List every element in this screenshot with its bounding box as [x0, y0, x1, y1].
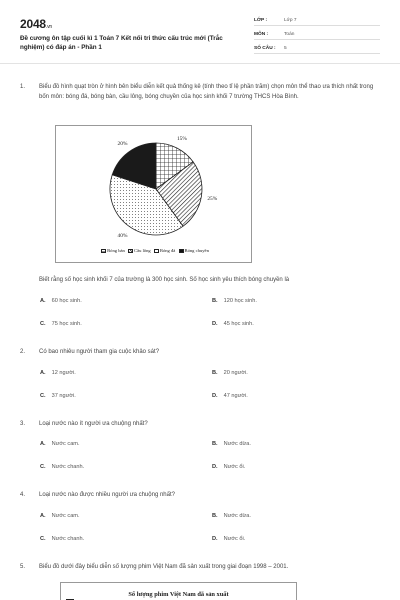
option-d[interactable] [212, 393, 248, 399]
bar-chart-title: Số lượng phim Việt Nam đã sản xuất [128, 591, 229, 598]
legend-swatch-grid [101, 249, 106, 253]
pie-chart-svg [56, 126, 253, 264]
option-text: Nước chanh. [51, 464, 85, 470]
legend-label: Bóng đá [159, 248, 176, 253]
option-text: Nước cam. [51, 441, 80, 447]
legend-item [101, 248, 125, 253]
option-label: A. [40, 513, 46, 519]
option-b[interactable] [212, 298, 257, 304]
option-label: C. [40, 393, 46, 399]
question-text: Biểu đồ dưới đây biểu diễn số lượng phim Việt Nam đã sản xuất trong giai đoạn 1998 – 2001. [39, 564, 289, 570]
option-label: D. [212, 393, 218, 399]
pie-chart [55, 125, 252, 263]
legend-item [154, 248, 175, 253]
question-1-followup [20, 275, 380, 287]
question-1 [20, 82, 380, 112]
option-label: B. [212, 441, 218, 447]
option-d[interactable] [212, 464, 245, 470]
meta-key: MÔN : [254, 32, 269, 37]
legend-label: Bóng bàn [107, 248, 125, 253]
option-label: C. [40, 321, 46, 327]
question-number: 4. [20, 492, 26, 498]
pie-legend [60, 248, 250, 253]
option-text: 60 học sinh. [51, 298, 82, 304]
pie-value-label: 25% [207, 195, 218, 202]
question-text: Loại nước nào ít người ưa chuộng nhất? [39, 421, 148, 427]
option-text: 37 người. [51, 393, 76, 399]
option-b[interactable] [212, 370, 248, 376]
logo-main: 2048 [20, 17, 46, 31]
option-text: 47 người. [223, 393, 248, 399]
question-text: Loại nước nào được nhiều người ưa chuộng nhất? [39, 492, 175, 498]
option-text: 120 học sinh. [223, 298, 257, 304]
legend-label: Bóng chuyền [184, 248, 209, 253]
site-logo[interactable] [20, 17, 52, 31]
option-a[interactable] [40, 441, 80, 447]
meta-value: Lớp 7 [284, 18, 297, 23]
question-text: Biểu đồ hình quạt tròn ở hình bên biểu diễn kết quả thống kê (tính theo tỉ lệ phần trăm) chọn môn thể thao ưa thích nhất trong bốn môn: bóng đá, bóng bàn, cầu lông, bóng chuyền của học sinh khối 7 trường THCS Hòa Bình. [39, 84, 374, 100]
option-label: C. [40, 536, 46, 542]
option-label: B. [212, 370, 218, 376]
option-label: B. [212, 298, 218, 304]
legend-swatch-black [179, 249, 184, 253]
question-5 [20, 562, 380, 574]
meta-key: SỐ CÂU : [254, 46, 276, 51]
pie-value-label: 20% [117, 140, 128, 147]
meta-value: Toán [284, 32, 295, 37]
pie-value-label: 40% [117, 233, 128, 240]
meta-row-count [254, 42, 380, 54]
document-title: Đề cương ôn tập cuối kì 1 Toán 7 Kết nối tri thức cấu trúc mới (Trắc nghiệm) có đáp án - Phần 1 [20, 35, 223, 51]
question-followup-text: Biết rằng số học sinh khối 7 của trường là 300 học sinh. Số học sinh yêu thích bóng chuyền là [39, 277, 290, 283]
legend-item [179, 248, 209, 253]
question-number: 3. [20, 421, 26, 427]
option-text: Nước dừa. [223, 513, 251, 519]
meta-row-subject [254, 28, 380, 40]
bar-chart-partial [60, 582, 297, 600]
option-text: Nước ổi. [223, 536, 246, 542]
option-label: A. [40, 370, 46, 376]
option-text: Nước chanh. [51, 536, 85, 542]
option-c[interactable] [40, 393, 76, 399]
logo-suffix: .vn [45, 24, 52, 30]
option-c[interactable] [40, 536, 84, 542]
option-label: B. [212, 513, 218, 519]
meta-value: 5 [284, 46, 287, 51]
legend-swatch-stripes [128, 249, 133, 253]
question-number: 5. [20, 564, 26, 570]
option-label: D. [212, 321, 218, 327]
option-a[interactable] [40, 298, 82, 304]
legend-label: Cầu lông [134, 248, 151, 253]
option-d[interactable] [212, 536, 245, 542]
option-c[interactable] [40, 321, 82, 327]
option-d[interactable] [212, 321, 254, 327]
meta-row-class [254, 14, 380, 26]
question-3 [20, 419, 380, 431]
legend-item [128, 248, 151, 253]
pie-value-label: 15% [176, 136, 187, 143]
option-text: Nước ổi. [223, 464, 246, 470]
option-label: D. [212, 464, 218, 470]
option-b[interactable] [212, 513, 251, 519]
option-label: A. [40, 298, 46, 304]
question-2 [20, 347, 380, 359]
option-label: C. [40, 464, 46, 470]
option-a[interactable] [40, 370, 76, 376]
question-text: Có bao nhiêu người tham gia cuộc khảo sát? [39, 349, 160, 355]
meta-key: LỚP : [254, 18, 268, 23]
option-c[interactable] [40, 464, 84, 470]
option-text: Nước cam. [51, 513, 80, 519]
option-text: 45 học sinh. [223, 321, 254, 327]
option-b[interactable] [212, 441, 251, 447]
option-a[interactable] [40, 513, 80, 519]
option-text: 20 người. [223, 370, 248, 376]
question-number: 1. [20, 84, 26, 90]
option-text: 12 người. [51, 370, 76, 376]
question-4 [20, 490, 380, 502]
page-header [0, 0, 400, 64]
option-label: D. [212, 536, 218, 542]
question-number: 2. [20, 349, 26, 355]
legend-swatch-dots [154, 249, 159, 253]
option-text: Nước dừa. [223, 441, 251, 447]
option-label: A. [40, 441, 46, 447]
option-text: 75 học sinh. [51, 321, 82, 327]
